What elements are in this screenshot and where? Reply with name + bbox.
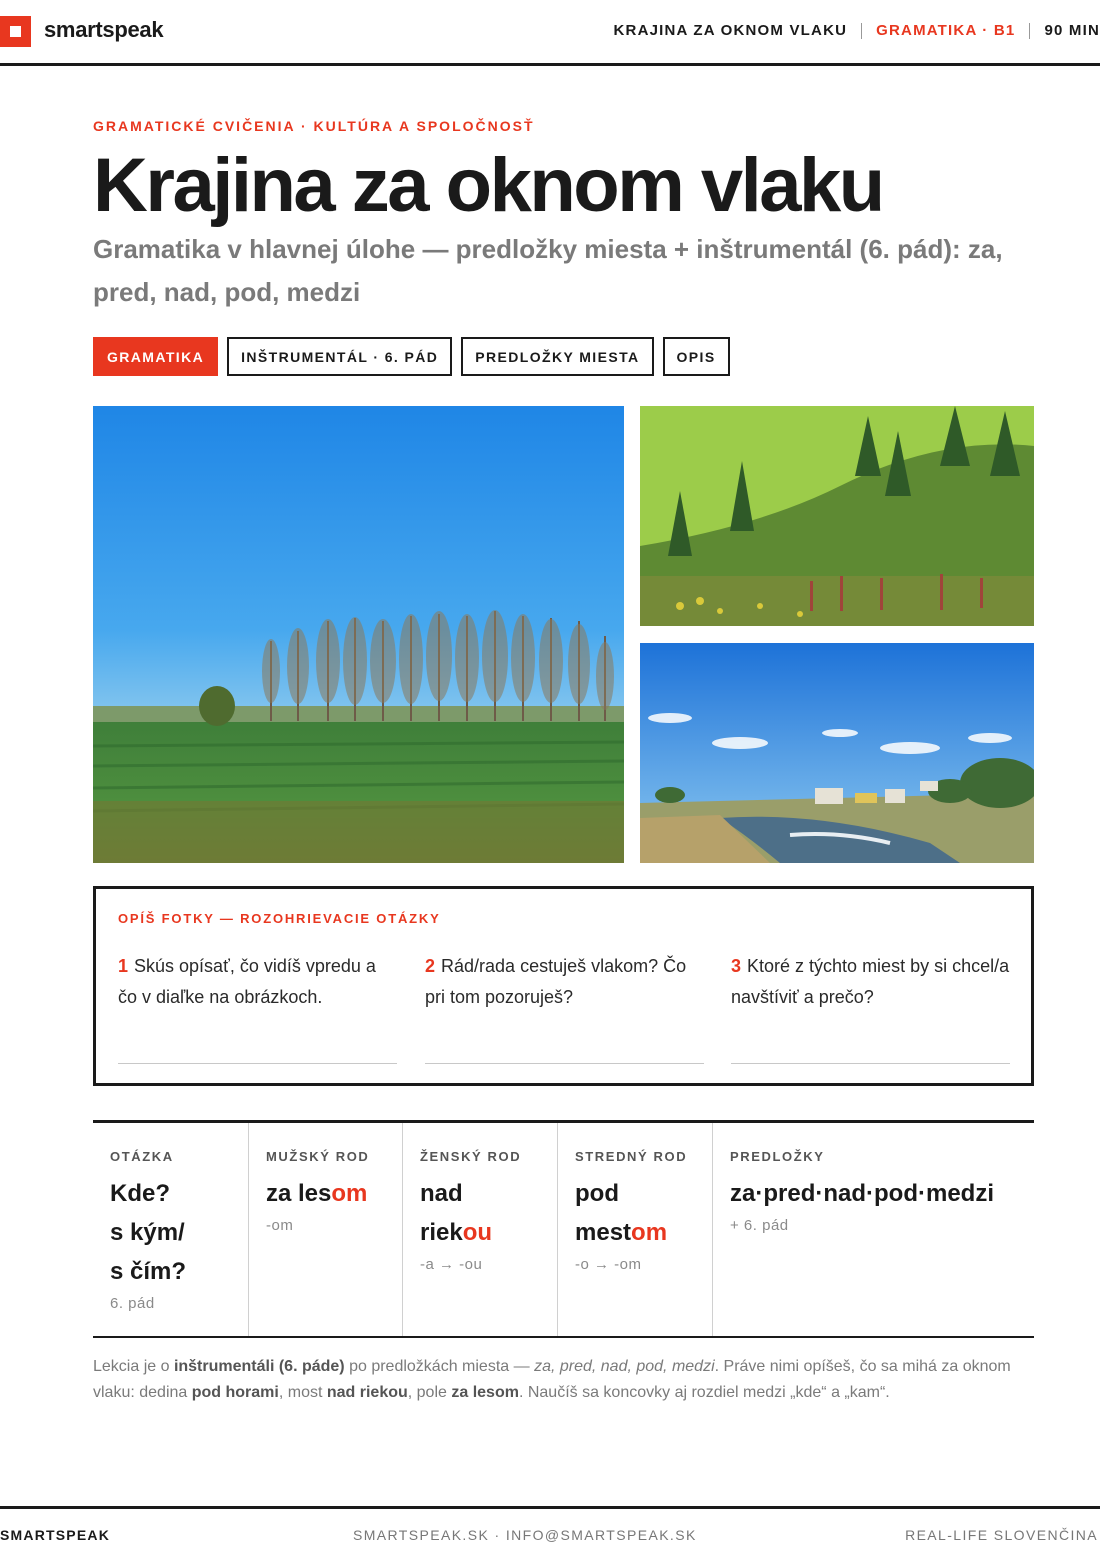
grammar-col-masculine [249, 1123, 403, 1336]
example-ending: om [331, 1180, 368, 1207]
answer-line-1[interactable] [118, 1063, 397, 1064]
question-text: Rád/rada cestuješ vlakom? Čo pri tom pozoruješ? [425, 956, 687, 1007]
logo-icon[interactable] [0, 16, 31, 47]
photo-river-town [640, 643, 1034, 863]
grammar-example [575, 1174, 712, 1252]
question-text: Skús opísať, čo vidíš vpredu a čo v diaľke na obrázkoch. [118, 956, 376, 1007]
example-prep: nad [420, 1180, 463, 1207]
grammar-note: 6. pád [110, 1295, 155, 1312]
example-line: s kým/ [110, 1219, 185, 1246]
footer [0, 1506, 1100, 1557]
grammar-col-feminine [403, 1123, 558, 1336]
grammar-col-neuter [558, 1123, 713, 1336]
example-ending: ou [462, 1219, 493, 1246]
top-bar [0, 0, 1100, 66]
question-text: Ktoré z týchto miest by si chcel/a navštíviť a prečo? [731, 956, 1010, 1007]
questions-title: OPÍŠ FOTKY — ROZOHRIEVACIE OTÁZKY [118, 911, 441, 926]
grammar-col-question [93, 1123, 249, 1336]
photo-mountain-meadow [640, 406, 1034, 626]
example-ending: om [631, 1219, 668, 1246]
lesson-intro: Lekcia je o inštrumentáli (6. páde) po predložkách miesta — za, pred, nad, pod, medzi. Práve nimi opíšeš, čo sa mihá za oknom vlaku: dedina pod horami, most nad riekou, pole za lesom. Naučíš sa koncovky aj rozdiel medzi „kde“ a „kam“. [93, 1358, 1011, 1401]
nav-divider [1029, 23, 1030, 39]
nav-lesson-title: KRAJINA ZA OKNOM VLAKU [613, 22, 848, 39]
example-line: Kde? [110, 1180, 170, 1207]
column-header: PREDLOŽKY [730, 1149, 825, 1164]
footer-tagline: REAL-LIFE SLOVENČINA [905, 1527, 1098, 1543]
question-number: 3 [731, 956, 742, 976]
tag-list [93, 337, 730, 376]
example-stem: les [298, 1180, 332, 1207]
grammar-col-prepositions [713, 1123, 1034, 1336]
question-number: 2 [425, 956, 436, 976]
tag-description[interactable]: OPIS [663, 337, 730, 376]
column-header: ŽENSKÝ ROD [420, 1149, 522, 1164]
example-stem: mest [575, 1219, 632, 1246]
example-stem: riek [420, 1219, 463, 1246]
tag-grammar[interactable]: GRAMATIKA [93, 337, 218, 376]
grammar-table [93, 1120, 1034, 1338]
column-header: MUŽSKÝ ROD [266, 1149, 370, 1164]
photo-field-trees [93, 406, 624, 863]
question-3 [731, 951, 1011, 1013]
answer-line-3[interactable] [731, 1063, 1010, 1064]
grammar-note: + 6. pád [730, 1217, 789, 1234]
column-header: STREDNÝ ROD [575, 1149, 688, 1164]
column-header: OTÁZKA [110, 1149, 174, 1164]
grammar-example [110, 1174, 248, 1291]
grammar-example [266, 1174, 402, 1213]
question-number: 1 [118, 956, 129, 976]
tag-prepositions[interactable]: PREDLOŽKY MIESTA [461, 337, 653, 376]
nav-divider [861, 23, 862, 39]
answer-line-2[interactable] [425, 1063, 704, 1064]
prepositions-list: za·pred·nad·pod·medzi [730, 1180, 994, 1207]
example-line: s čím? [110, 1258, 187, 1285]
example-prep: za [266, 1180, 299, 1207]
grammar-note: -om [266, 1217, 294, 1234]
grammar-example [420, 1174, 557, 1252]
question-1 [118, 951, 398, 1013]
nav-level: GRAMATIKA · B1 [876, 22, 1016, 39]
footer-contact[interactable]: SMARTSPEAK.SK · INFO@SMARTSPEAK.SK [353, 1527, 697, 1543]
grammar-note: -o → -om [575, 1256, 642, 1273]
warmup-questions [93, 886, 1034, 1086]
example-prep: pod [575, 1180, 619, 1207]
footer-brand[interactable]: SMARTSPEAK [0, 1527, 111, 1543]
top-nav [614, 22, 1100, 39]
page-title: Krajina za oknom vlaku [93, 143, 883, 228]
page-subtitle: Gramatika v hlavnej úlohe — predložky miesta + inštrumentál (6. pád): za, pred, nad, pod, medzi [93, 234, 1003, 307]
nav-duration: 90 MIN [1044, 22, 1100, 39]
brand-name[interactable]: smartspeak [44, 17, 164, 42]
category-kicker: GRAMATICKÉ CVIČENIA · KULTÚRA A SPOLOČNOSŤ [93, 118, 535, 134]
tag-instrumental[interactable]: INŠTRUMENTÁL · 6. PÁD [227, 337, 452, 376]
question-2 [425, 951, 705, 1013]
grammar-note: -a → -ou [420, 1256, 483, 1273]
